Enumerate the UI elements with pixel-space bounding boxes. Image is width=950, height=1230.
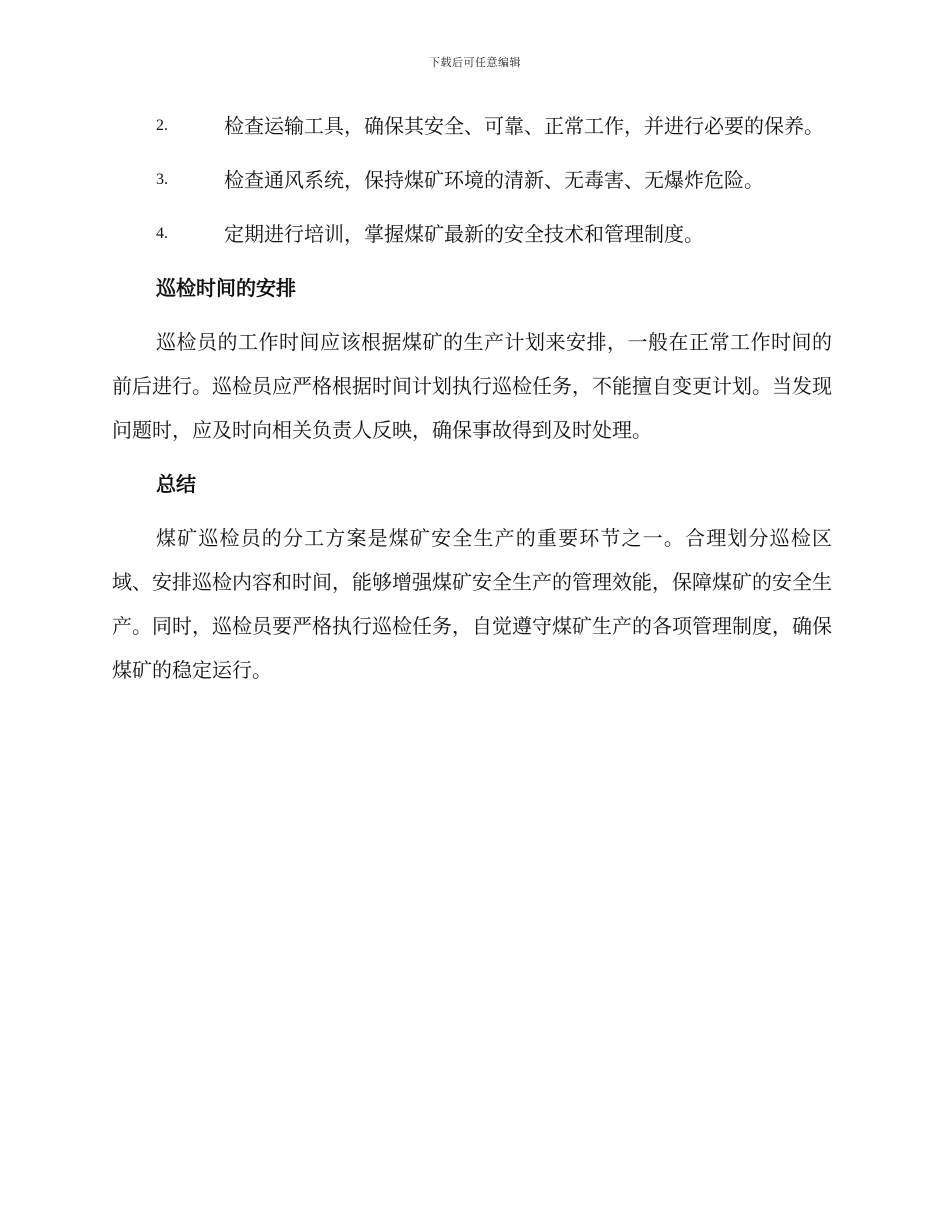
- list-item-number: 2.: [156, 117, 168, 134]
- section-heading-summary: 总结: [156, 472, 196, 496]
- document-body: [112, 104, 832, 702]
- list-item-text: 检查运输工具，确保其安全、可靠、正常工作，并进行必要的保养。: [224, 114, 824, 138]
- paragraph-schedule: 巡检员的工作时间应该根据煤矿的生产计划来安排，一般在正常工作时间的前后进行。巡检员应严格根据时间计划执行巡检任务，不能擅自变更计划。当发现问题时，应及时向相关负责人反映，确保事故得到及时处理。: [112, 330, 832, 442]
- list-item-number: 4.: [156, 225, 168, 242]
- paragraph-summary: 煤矿巡检员的分工方案是煤矿安全生产的重要环节之一。合理划分巡检区域、安排巡检内容和时间，能够增强煤矿安全生产的管理效能，保障煤矿的安全生产。同时，巡检员要严格执行巡检任务，自觉遵守煤矿生产的各项管理制度，确保煤矿的稳定运行。: [112, 526, 832, 682]
- list-item-number: 3.: [156, 171, 168, 188]
- section-heading-schedule: 巡检时间的安排: [156, 276, 296, 300]
- list-item: [112, 212, 832, 256]
- list-item-text: 定期进行培训，掌握煤矿最新的安全技术和管理制度。: [224, 222, 704, 246]
- list-item-text: 检查通风系统，保持煤矿环境的清新、无毒害、无爆炸危险。: [224, 168, 764, 192]
- header-note: 下载后可任意编辑: [429, 56, 521, 69]
- list-item: [112, 158, 832, 202]
- list-item: [112, 104, 832, 148]
